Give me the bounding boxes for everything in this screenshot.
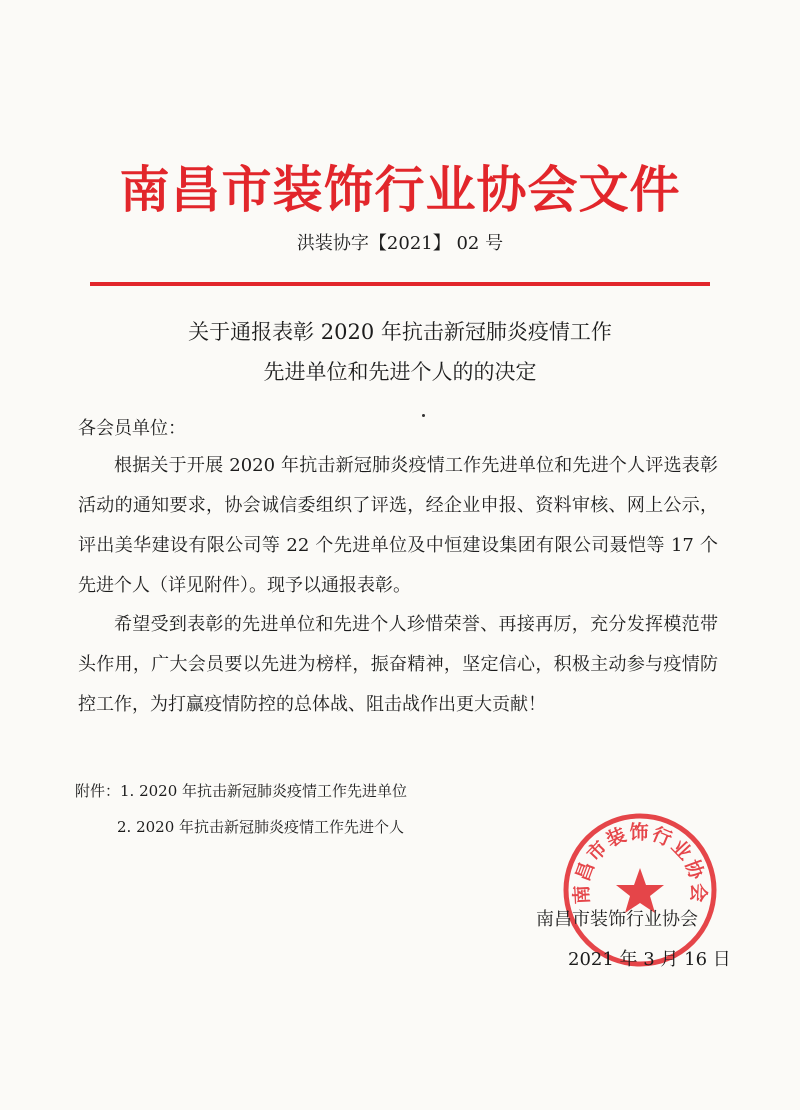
document-subject <box>0 312 800 392</box>
document-header-title: 南昌市装饰行业协会文件 <box>119 161 681 219</box>
seal-text: 南昌市装饰行业协会 <box>570 821 710 905</box>
salutation: 各会员单位： <box>78 418 186 439</box>
subject-line-2: 先进单位和先进个人的的决定 <box>263 360 537 384</box>
document-date: 2021 年 3 月 16 日 <box>568 949 731 970</box>
body-paragraph-1: 根据关于开展 2020 年抗击新冠肺炎疫情工作先进单位和先进个人评选表彰活动的通知要求，协会诚信委组织了评选，经企业申报、资料审核、网上公示，评出美华建设有限公司等 22 个先进单位及中恒建设集团有限公司聂恺等 17 个先进个人（详见附件）。现予以通报表彰。 <box>78 455 718 596</box>
signer-organization: 南昌市装饰行业协会 <box>536 909 698 930</box>
document-number: 洪装协字【2021】 02 号 <box>296 233 504 254</box>
header-red-rule <box>90 282 710 286</box>
stray-mark <box>422 414 425 417</box>
body-paragraph-2: 希望受到表彰的先进单位和先进个人珍惜荣誉、再接再厉，充分发挥模范带头作用，广大会员要以先进为榜样，振奋精神，坚定信心，积极主动参与疫情防控工作，为打赢疫情防控的总体战、阻击战作出更大贡献！ <box>78 614 718 715</box>
attachment-item-2: 2. 2020 年抗击新冠肺炎疫情工作先进个人 <box>117 818 405 836</box>
subject-line-1: 关于通报表彰 2020 年抗击新冠肺炎疫情工作 <box>188 320 612 344</box>
attachment-item-1: 附件：1. 2020 年抗击新冠肺炎疫情工作先进单位 <box>75 782 408 800</box>
